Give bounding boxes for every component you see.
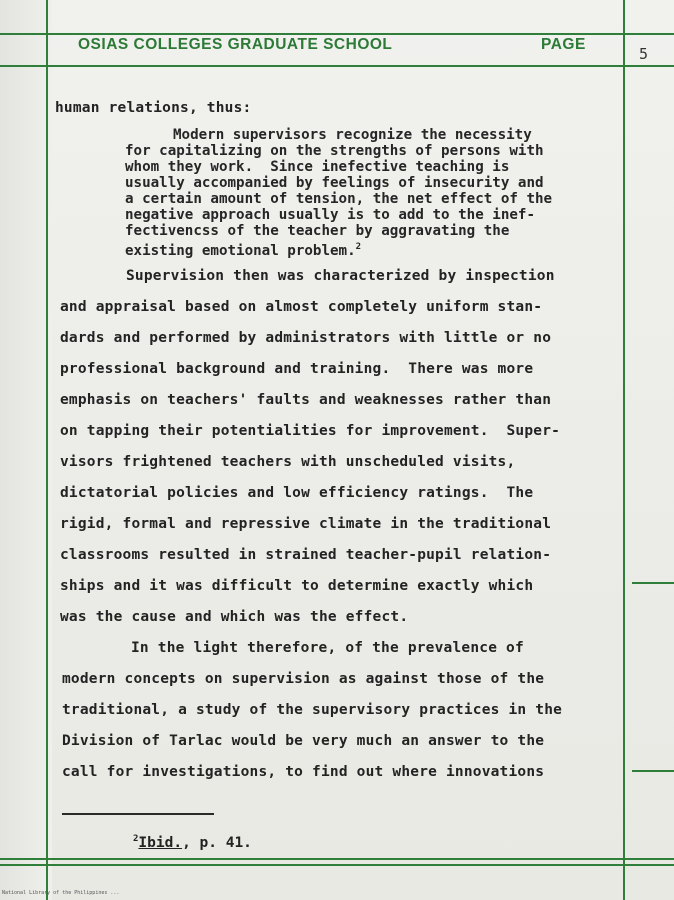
paragraph-line: rigid, formal and repressive climate in the traditional [60,516,552,532]
quote-line: Modern supervisors recognize the necessity [173,127,532,143]
left-margin-rule [46,0,48,900]
header-bottom-rule [0,65,674,67]
quote-line: a certain amount of tension, the net effect of the [125,191,553,207]
paragraph-line: ships and it was difficult to determine exactly which [60,578,534,594]
quote-line: negative approach usually is to add to the inef- [125,207,535,223]
right-tick-mark [632,770,674,772]
footnote [133,834,252,851]
paragraph-line: was the cause and which was the effect. [60,609,409,625]
paragraph-line: dictatorial policies and low efficiency ratings. The [60,485,534,501]
paragraph-line: visors frightened teachers with unscheduled visits, [60,454,516,470]
intro-line: human relations, thus: [55,100,252,116]
quote-line-last [125,240,361,260]
paragraph-line: and appraisal based on almost completely uniform stan- [60,299,543,315]
footer-rule-lower [0,864,674,866]
paragraph-line: Supervision then was characterized by inspection [126,268,555,284]
quote-line: whom they work. Since inefective teaching is [125,159,510,175]
paragraph-line: emphasis on teachers' faults and weaknesses rather than [60,392,552,408]
footer-rule-upper [0,858,674,860]
paragraph-line: Division of Tarlac would be very much an answer to the [62,733,545,749]
quote-line-text: existing emotional problem. [125,243,356,259]
header-top-rule [0,33,674,35]
paragraph-line: In the light therefore, of the prevalence of [131,640,524,656]
school-header: OSIAS COLLEGES GRADUATE SCHOOL [78,36,393,53]
quote-line: usually accompanied by feelings of insecurity and [125,175,544,191]
paragraph-line: professional background and training. There was more [60,361,534,377]
page-number: 5 [639,45,649,63]
quote-line: for capitalizing on the strengths of persons with [125,143,544,159]
footnote-reference: Ibid. [138,835,183,851]
paragraph-line: on tapping their potentialities for improvement. Super- [60,423,561,439]
archive-credit: National Library of the Philippines ... [2,890,120,896]
paragraph-line: call for investigations, to find out where innovations [62,764,545,780]
quote-line: fectivencss of the teacher by aggravating the [125,223,510,239]
page-label: PAGE [541,36,586,53]
paragraph-line: modern concepts on supervision as against those of the [62,671,545,687]
paragraph-line: classrooms resulted in strained teacher-pupil relation- [60,547,552,563]
left-margin-shade [0,0,52,900]
right-margin-rule [623,0,625,900]
footnote-page: , p. 41. [182,835,252,851]
paragraph-line: traditional, a study of the supervisory practices in the [62,702,563,718]
footnote-mark: 2 [355,242,362,252]
footnote-separator [62,813,214,815]
paragraph-line: dards and performed by administrators with little or no [60,330,552,346]
right-tick-mark [632,582,674,584]
footnote-number: 2 [133,834,139,844]
